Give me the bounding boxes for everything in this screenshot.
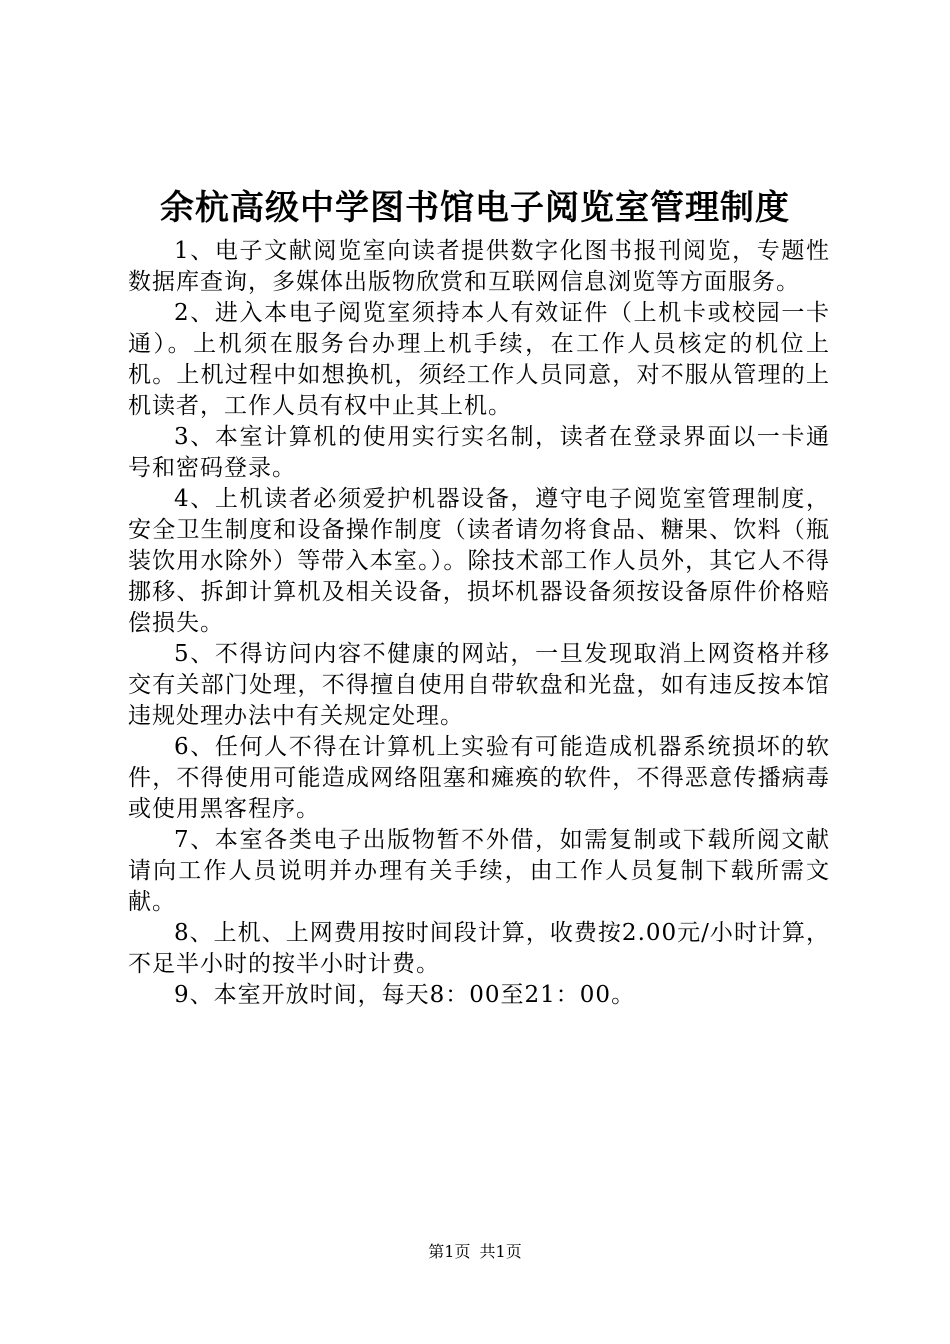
- rule-paragraph-1: 1、电子文献阅览室向读者提供数字化图书报刊阅览，专题性数据库查询，多媒体出版物欣赏和互联网信息浏览等方面服务。: [128, 238, 830, 295]
- page-total: 共1页: [479, 1242, 522, 1261]
- rule-paragraph-4: 4、上机读者必须爱护机器设备，遵守电子阅览室管理制度，安全卫生制度和设备操作制度（读者请勿将食品、糖果、饮料（瓶装饮用水除外）等带入本室。）。除技术部工作人员外，其它人不得挪移、拆卸计算机及相关设备，损坏机器设备须按设备原件价格赔偿损失。: [128, 486, 830, 636]
- rule-paragraph-3: 3、本室计算机的使用实行实名制，读者在登录界面以一卡通号和密码登录。: [128, 424, 830, 481]
- rule-paragraph-7: 7、本室各类电子出版物暂不外借，如需复制或下载所阅文献请向工作人员说明并办理有关手续，由工作人员复制下载所需文献。: [128, 827, 830, 915]
- rule-paragraph-8: 8、上机、上网费用按时间段计算，收费按2.00元/小时计算，不足半小时的按半小时计费。: [128, 920, 830, 977]
- rule-paragraph-2: 2、进入本电子阅览室须持本人有效证件（上机卡或校园一卡通）。上机须在服务台办理上机手续，在工作人员核定的机位上机。上机过程中如想换机，须经工作人员同意，对不服从管理的上机读者，工作人员有权中止其上机。: [128, 300, 830, 419]
- rule-paragraph-9: 9、本室开放时间，每天8：00至21：00。: [174, 982, 636, 1008]
- page-number: 第1页: [428, 1242, 471, 1261]
- document-title: 余杭高级中学图书馆电子阅览室管理制度: [160, 188, 790, 228]
- page-footer: [0, 1242, 950, 1262]
- rule-paragraph-5: 5、不得访问内容不健康的网站，一旦发现取消上网资格并移交有关部门处理，不得擅自使用自带软盘和光盘，如有违反按本馆违规处理办法中有关规定处理。: [128, 641, 830, 729]
- rule-paragraph-6: 6、任何人不得在计算机上实验有可能造成机器系统损坏的软件，不得使用可能造成网络阻塞和瘫痪的软件，不得恶意传播病毒或使用黑客程序。: [128, 734, 830, 822]
- document-body: [128, 236, 830, 1011]
